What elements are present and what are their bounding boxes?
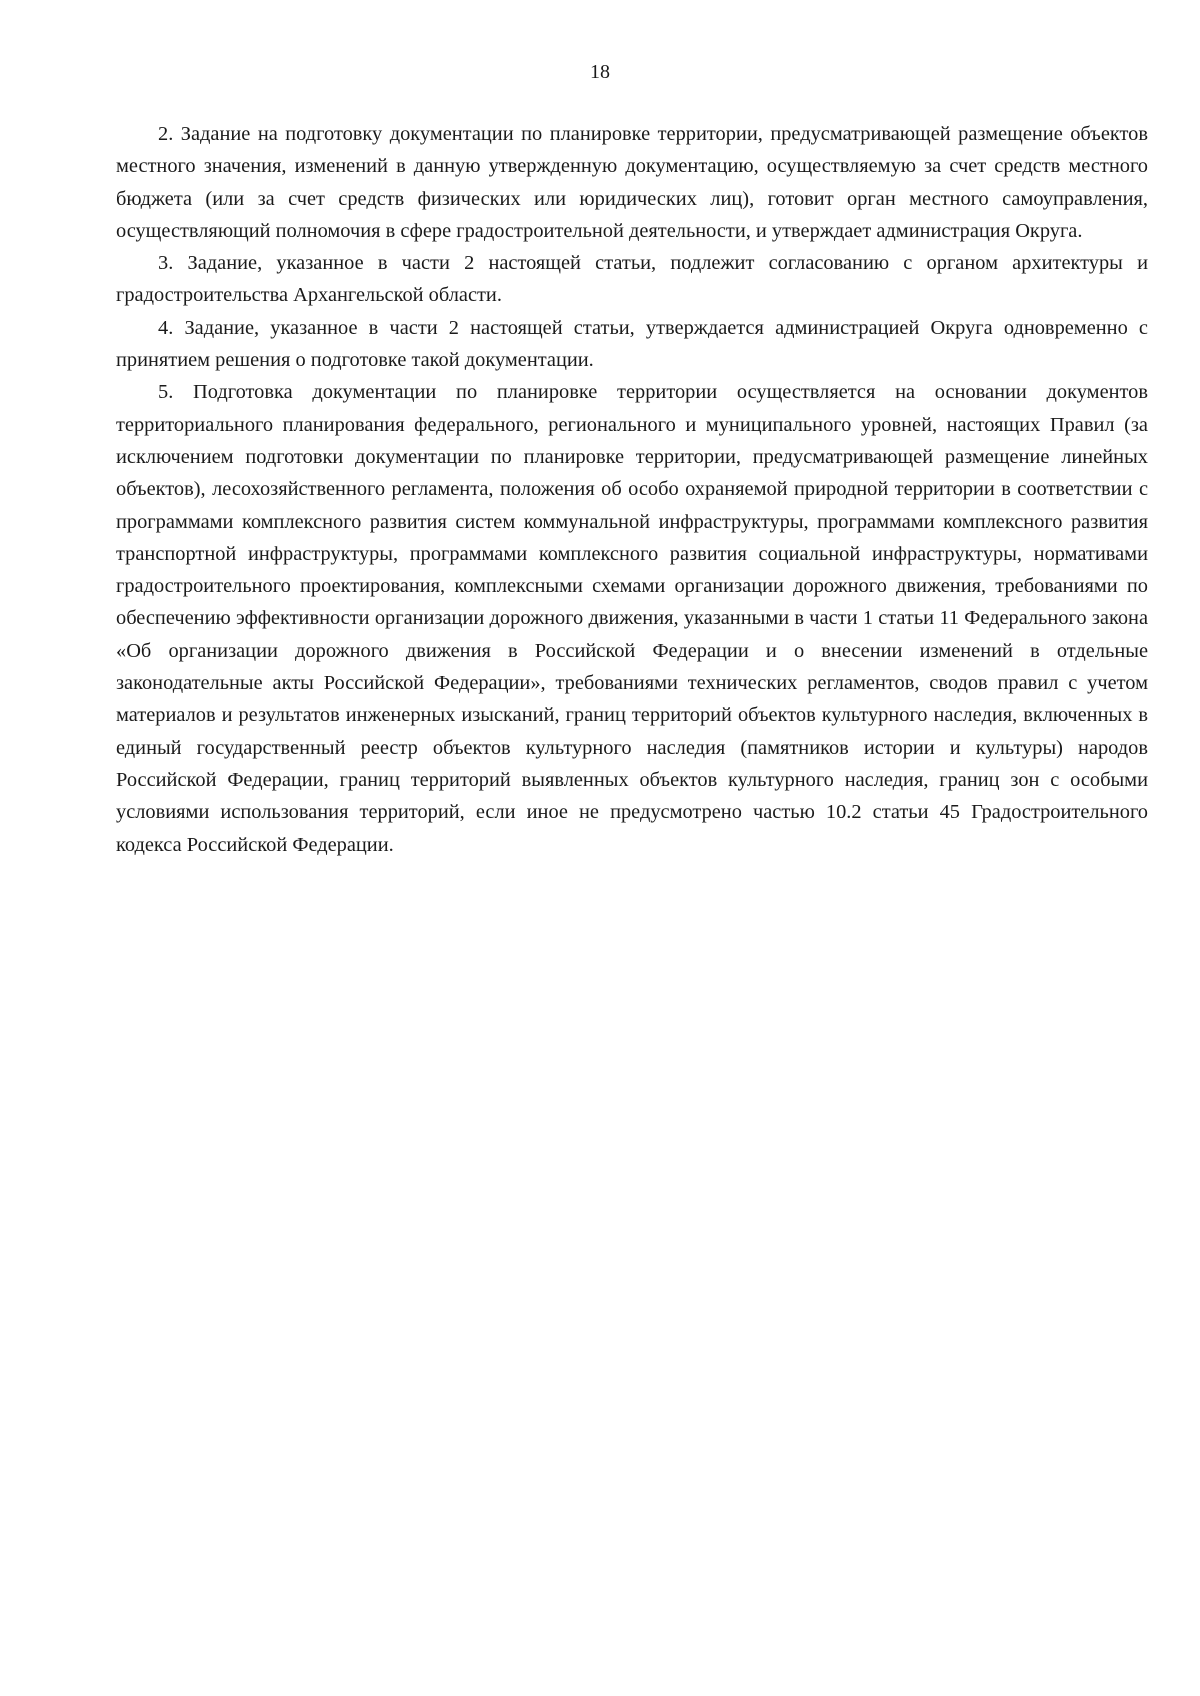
paragraph-2: 2. Задание на подготовку документации по планировке территории, предусматривающей размещение объектов местного значения, изменений в данную утвержденную документацию, осуществляемую за счет средств местного бюджета (или за счет средств физических или юридических лиц), готовит орган местного самоуправления, осуществляющий полномочия в сфере градостроительной деятельности, и утверждает администрация Округа.: [116, 123, 1148, 242]
page-number: 18: [590, 61, 610, 83]
document-body: [116, 118, 1148, 861]
paragraph-3: 3. Задание, указанное в части 2 настоящей статьи, подлежит согласованию с органом архитектуры и градостроительства Архангельской области.: [116, 252, 1148, 307]
paragraph-5: 5. Подготовка документации по планировке территории осуществляется на основании документов территориального планирования федерального, регионального и муниципального уровней, настоящих Правил (за исключением подготовки документации по планировке территории, предусматривающей размещение линейных объектов), лесохозяйственного регламента, положения об особо охраняемой природной территории в соответствии с программами комплексного развития систем коммунальной инфраструктуры, программами комплексного развития транспортной инфраструктуры, программами комплексного развития социальной инфраструктуры, нормативами градостроительного проектирования, комплексными схемами организации дорожного движения, требованиями по обеспечению эффективности организации дорожного движения, указанными в части 1 статьи 11 Федерального закона «Об организации дорожного движения в Российской Федерации и о внесении изменений в отдельные законодательные акты Российской Федерации», требованиями технических регламентов, сводов правил с учетом материалов и результатов инженерных изысканий, границ территорий объектов культурного наследия, включенных в единый государственный реестр объектов культурного наследия (памятников истории и культуры) народов Российской Федерации, границ территорий выявленных объектов культурного наследия, границ зон с особыми условиями использования территорий, если иное не предусмотрено частью 10.2 статьи 45 Градостроительного кодекса Российской Федерации.: [116, 381, 1148, 856]
paragraph-4: 4. Задание, указанное в части 2 настоящей статьи, утверждается администрацией Округа одновременно с принятием решения о подготовке такой документации.: [116, 316, 1148, 372]
